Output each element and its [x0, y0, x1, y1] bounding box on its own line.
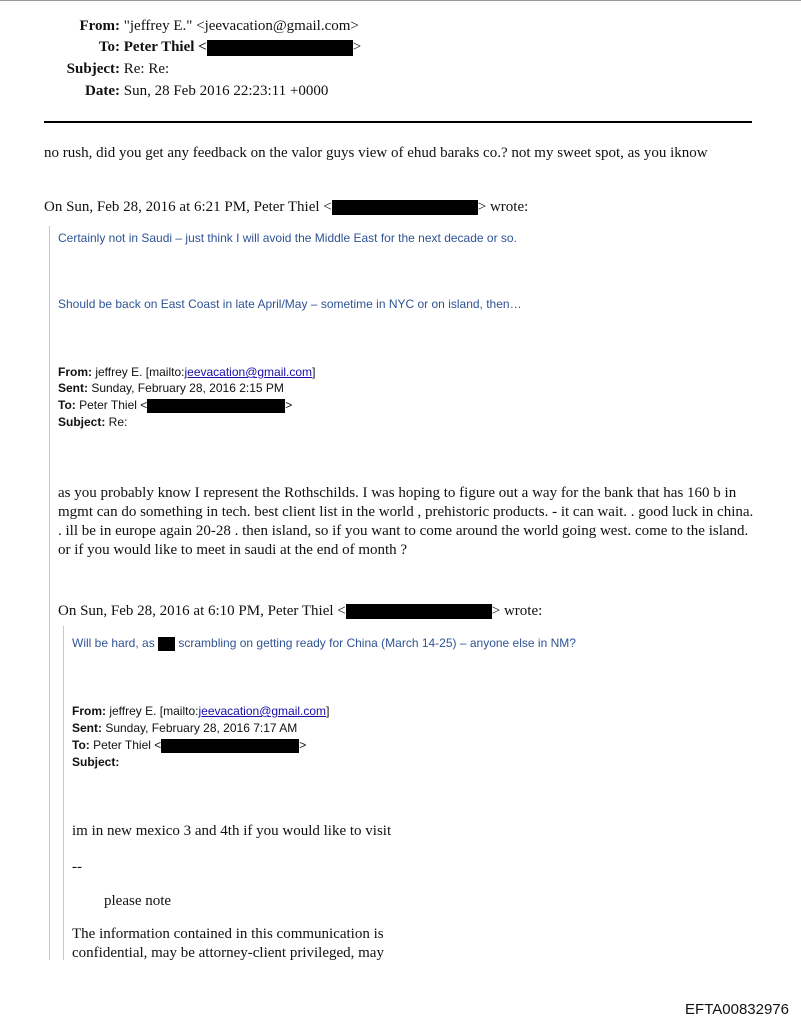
fwd-2-to-row [72, 737, 306, 754]
fwd-1-from-close: ] [312, 365, 316, 379]
redaction-box [147, 399, 285, 413]
to-value: Peter Thiel < [123, 39, 207, 55]
to-label: To: [98, 39, 120, 55]
from-value: "jeffrey E." <jeevacation@gmail.com> [123, 18, 359, 34]
header-subject-row [44, 59, 169, 79]
from-label: From: [79, 18, 120, 34]
fwd-2-sent-row [72, 720, 297, 737]
quote-1-prefix: On Sun, Feb 28, 2016 at 6:21 PM, Peter Thiel < [44, 199, 332, 215]
fwd-2-to-value: Peter Thiel < [89, 738, 162, 752]
quote-1-suffix: > wrote: [477, 199, 529, 215]
header-divider [44, 121, 752, 123]
signature-disclaimer: The information contained in this communication is confidential, may be attorney-client privileged, may [72, 926, 384, 961]
fwd-1-from-row [58, 364, 315, 381]
thiel-message-1-line-1: Certainly not in Saudi – just think I will avoid the Middle East for the next decade or so. [58, 231, 517, 245]
to-tail: > [352, 39, 362, 55]
quote-2-prefix: On Sun, Feb 28, 2016 at 6:10 PM, Peter Thiel < [58, 603, 346, 619]
fwd-1-subject-row [58, 414, 127, 431]
redaction-box [332, 200, 478, 215]
fwd-2-sent-label: Sent: [72, 721, 102, 735]
redaction-box [346, 604, 492, 619]
quote-bar-level-2 [63, 626, 64, 960]
fwd-2-to-label: To: [72, 738, 90, 752]
signature-note: please note [104, 893, 172, 909]
reply-2: as you probably know I represent the Rothschilds. I was hoping to figure out a way for the bank that has 160 b in mgmt can do something in tech. best client list in the world , prehistoric products. - it can wait. . good luck in china. . ill be in europe again 20-28 . then island, so if you want to come around the world going west. come to the island. or if you would like to meet in saudi at the end of month ? [58, 485, 754, 558]
fwd-2-from-row [72, 703, 329, 720]
fwd-1-subject-value: Re: [105, 415, 128, 429]
quote-2-suffix: > wrote: [491, 603, 543, 619]
date-value: Sun, 28 Feb 2016 22:23:11 +0000 [123, 83, 329, 99]
quote-bar-level-1 [49, 226, 50, 960]
redaction-box [207, 40, 353, 56]
fwd-1-sent-label: Sent: [58, 381, 88, 395]
header-date-row [44, 81, 328, 101]
fwd-2-from-label: From: [72, 704, 106, 718]
thiel-message-2 [72, 635, 576, 652]
quote-1-attribution [44, 198, 528, 217]
fwd-1-to-row [58, 397, 292, 414]
fwd-2-subject-row [72, 754, 119, 771]
fwd-2-from-value: jeffrey E. [mailto: [106, 704, 199, 718]
fwd-1-from-value: jeffrey E. [mailto: [92, 365, 185, 379]
document-id: EFTA00832976 [685, 1001, 789, 1018]
fwd-1-to-value: Peter Thiel < [75, 398, 148, 412]
redaction-box [161, 739, 299, 753]
subject-value: Re: Re: [123, 61, 170, 77]
thiel-message-1-line-2: Should be back on East Coast in late April/May – sometime in NYC or on island, then… [58, 297, 522, 311]
fwd-2-email-link[interactable]: jeevacation@gmail.com [198, 704, 327, 718]
reply-1: no rush, did you get any feedback on the valor guys view of ehud baraks co.? not my sweet spot, as you iknow [44, 145, 708, 161]
fwd-1-sent-row [58, 380, 284, 397]
fwd-2-from-close: ] [326, 704, 330, 718]
fwd-1-subject-label: Subject: [58, 415, 106, 429]
redaction-box [158, 637, 175, 651]
quote-2-attribution [58, 602, 542, 621]
fwd-1-sent-value: Sunday, February 28, 2016 2:15 PM [88, 381, 284, 395]
fwd-1-to-tail: > [285, 398, 293, 412]
fwd-1-to-label: To: [58, 398, 76, 412]
fwd-1-email-link[interactable]: jeevacation@gmail.com [184, 365, 313, 379]
signature-dash: -- [72, 859, 82, 875]
fwd-2-sent-value: Sunday, February 28, 2016 7:17 AM [102, 721, 298, 735]
thiel-message-2-after: scrambling on getting ready for China (March 14-25) – anyone else in NM? [175, 636, 576, 650]
subject-label: Subject: [66, 61, 120, 77]
fwd-1-from-label: From: [58, 365, 92, 379]
fwd-2-subject-label: Subject: [72, 755, 120, 769]
reply-3: im in new mexico 3 and 4th if you would like to visit [72, 823, 392, 839]
header-to-row [44, 37, 361, 57]
thiel-message-2-before: Will be hard, as [72, 636, 159, 650]
header-from-row [44, 16, 359, 36]
top-border [0, 0, 801, 1]
date-label: Date: [85, 83, 120, 99]
fwd-2-to-tail: > [299, 738, 307, 752]
